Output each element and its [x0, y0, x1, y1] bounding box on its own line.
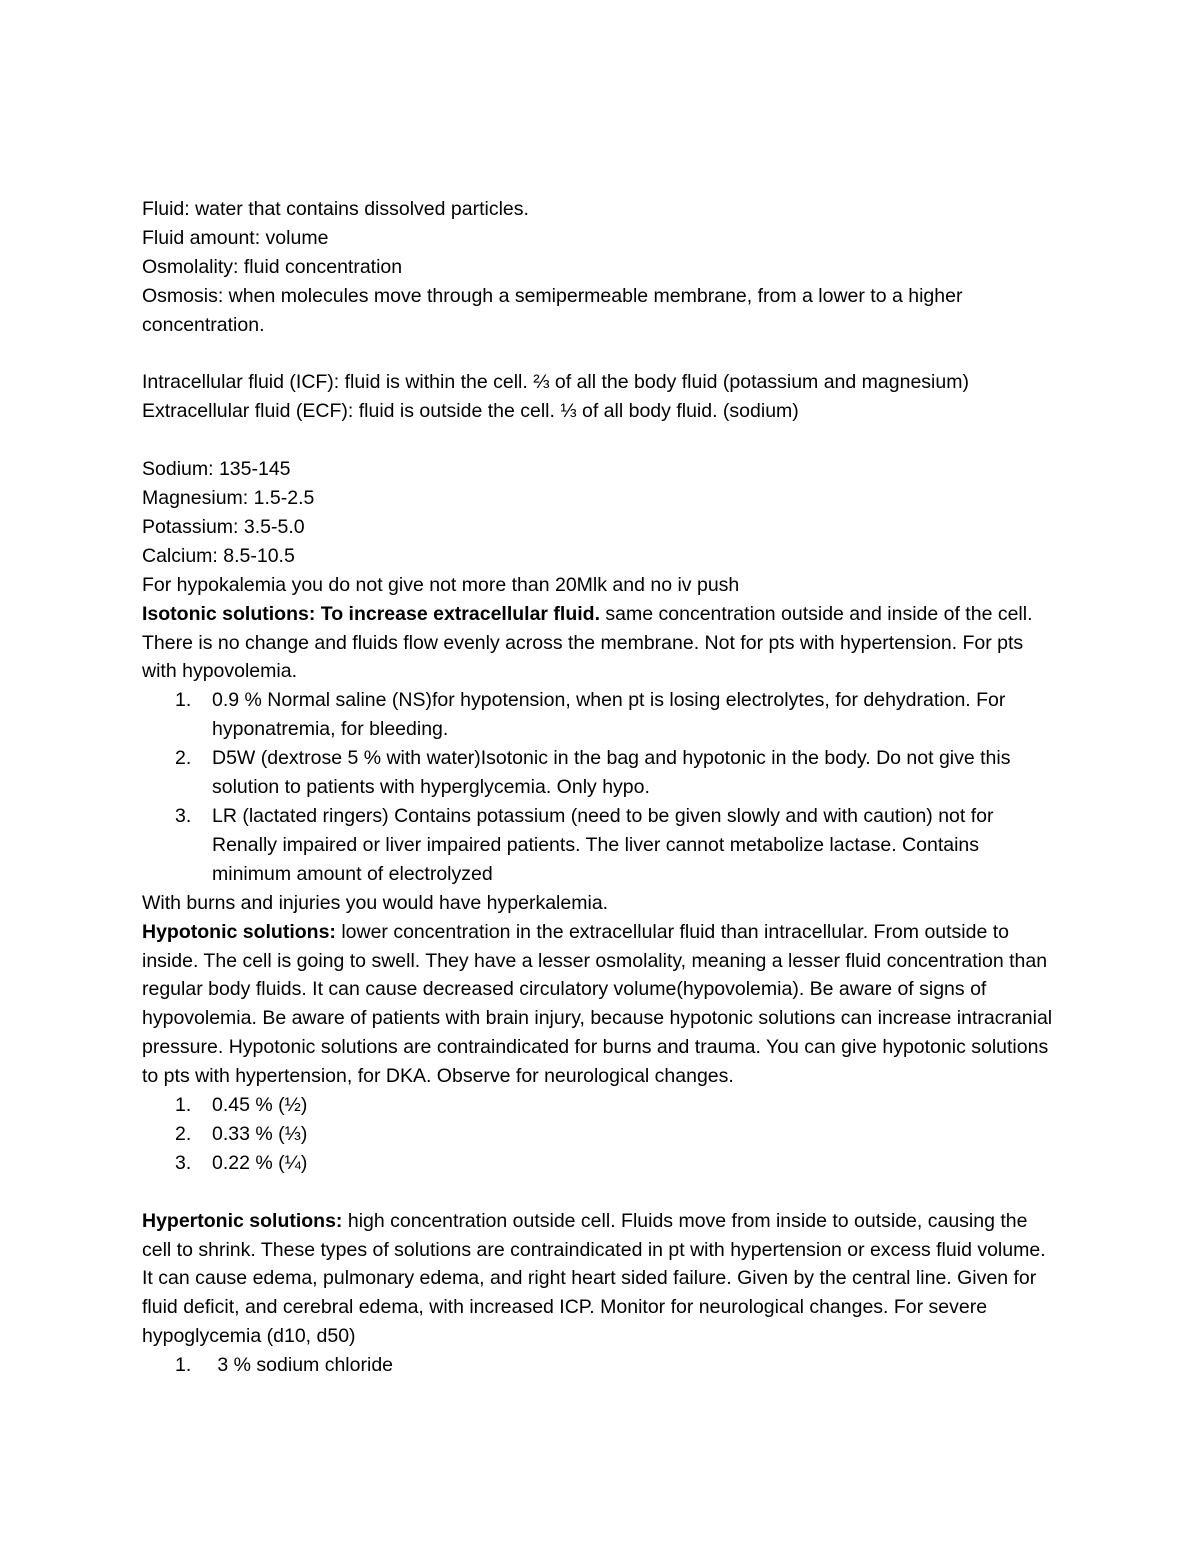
list-item-text: D5W (dextrose 5 % with water)Isotonic in the bag and hypotonic in the body. Do not give this solution to patients with hyperglycemia. Only hypo.	[212, 747, 1011, 799]
hypotonic-body: lower concentration in the extracellular fluid than intracellular. From outside to inside. The cell is going to swell. They have a lesser osmolality, meaning a lesser fluid concentration than regular body fluids. It can cause decreased circulatory volume(hypovolemia). Be aware of signs of hypovolemia. Be aware of patients with brain injury, because hypotonic solutions can increase intracranial pressure. Hypotonic solutions are contraindicated for burns and trauma. You can give hypotonic solutions to pts with hypertension, for DKA. Observe for neurological changes.	[142, 920, 1053, 1088]
hypertonic-list	[142, 1351, 1062, 1380]
magnesium-range: Magnesium: 1.5-2.5	[142, 487, 315, 510]
list-number: 1.	[175, 1354, 192, 1377]
hypotonic-list	[142, 1091, 1062, 1178]
list-number: 3.	[175, 805, 192, 827]
isotonic-section	[142, 600, 1057, 687]
list-number: 2.	[175, 1122, 192, 1145]
isotonic-list	[142, 686, 1062, 888]
list-number: 2.	[175, 747, 192, 770]
list-number: 1.	[175, 689, 192, 712]
hypertonic-heading: Hypertonic solutions:	[142, 1209, 343, 1232]
list-item-text: 0.9 % Normal saline (NS)for hypotension, when pt is losing electrolytes, for dehydration. For hyponatremia, for bleeding.	[212, 689, 1006, 741]
hypertonic-body: high concentration outside cell. Fluids move from inside to outside, causing the cell to shrink. These types of solutions are contraindicated in pt with hypertension or excess fluid volume. It can cause edema, pulmonary edema, and right heart sided failure. Given by the central line. Given for fluid deficit, and cerebral edema, with increased ICP. Monitor for neurological changes. For severe hypoglycemia (d10, d50)	[142, 1209, 1046, 1348]
spacer	[142, 340, 1062, 369]
list-item-text: 0.33 % (⅓)	[212, 1122, 308, 1145]
list-item	[142, 1120, 1062, 1149]
isotonic-heading: Isotonic solutions: To increase extracellular fluid.	[142, 602, 600, 625]
spacer	[142, 426, 1062, 455]
hypotonic-heading: Hypotonic solutions:	[142, 920, 336, 943]
list-item-text: 0.22 % (¼)	[212, 1151, 308, 1174]
list-item-text: LR (lactated ringers) Contains potassium (need to be given slowly and with caution) not for Renally impaired or liver impaired patients. The liver cannot metabolize lactase. Contains minimum amount of electrolyzed	[212, 805, 994, 885]
list-item	[142, 1091, 1062, 1120]
isotonic-body: same concentration outside and inside of the cell. There is no change and fluids flow evenly across the membrane. Not for pts with hypertension. For pts with hypovolemia.	[142, 602, 1033, 683]
potassium-range: Potassium: 3.5-5.0	[142, 515, 305, 538]
list-item-text: 0.45 % (½)	[212, 1094, 308, 1117]
hypotonic-section	[142, 918, 1057, 1091]
definition-fluid-amount: Fluid amount: volume	[142, 226, 329, 249]
list-item	[142, 1351, 1062, 1380]
document-page	[142, 195, 1062, 1380]
hypokalemia-note: For hypokalemia you do not give not more than 20Mlk and no iv push	[142, 573, 740, 596]
burns-note: With burns and injuries you would have hyperkalemia.	[142, 891, 609, 914]
calcium-range: Calcium: 8.5-10.5	[142, 544, 295, 567]
list-number: 1.	[175, 1094, 192, 1117]
hypertonic-section	[142, 1207, 1060, 1352]
spacer	[142, 1178, 1062, 1207]
icf-description: Intracellular fluid (ICF): fluid is within the cell. ⅔ of all the body fluid (potassium and magnesium)	[142, 371, 969, 394]
definition-osmosis: Osmosis: when molecules move through a semipermeable membrane, from a lower to a higher concentration.	[142, 284, 963, 336]
ecf-description: Extracellular fluid (ECF): fluid is outside the cell. ⅓ of all body fluid. (sodium)	[142, 400, 799, 423]
list-item	[142, 686, 1062, 744]
list-item	[142, 1149, 1062, 1178]
sodium-range: Sodium: 135-145	[142, 458, 291, 481]
list-item-text: 3 % sodium chloride	[212, 1354, 394, 1377]
list-number: 3.	[175, 1151, 192, 1174]
list-item	[142, 744, 1062, 802]
list-item	[142, 802, 1062, 889]
definition-osmolality: Osmolality: fluid concentration	[142, 255, 403, 278]
definition-fluid: Fluid: water that contains dissolved particles.	[142, 198, 529, 220]
